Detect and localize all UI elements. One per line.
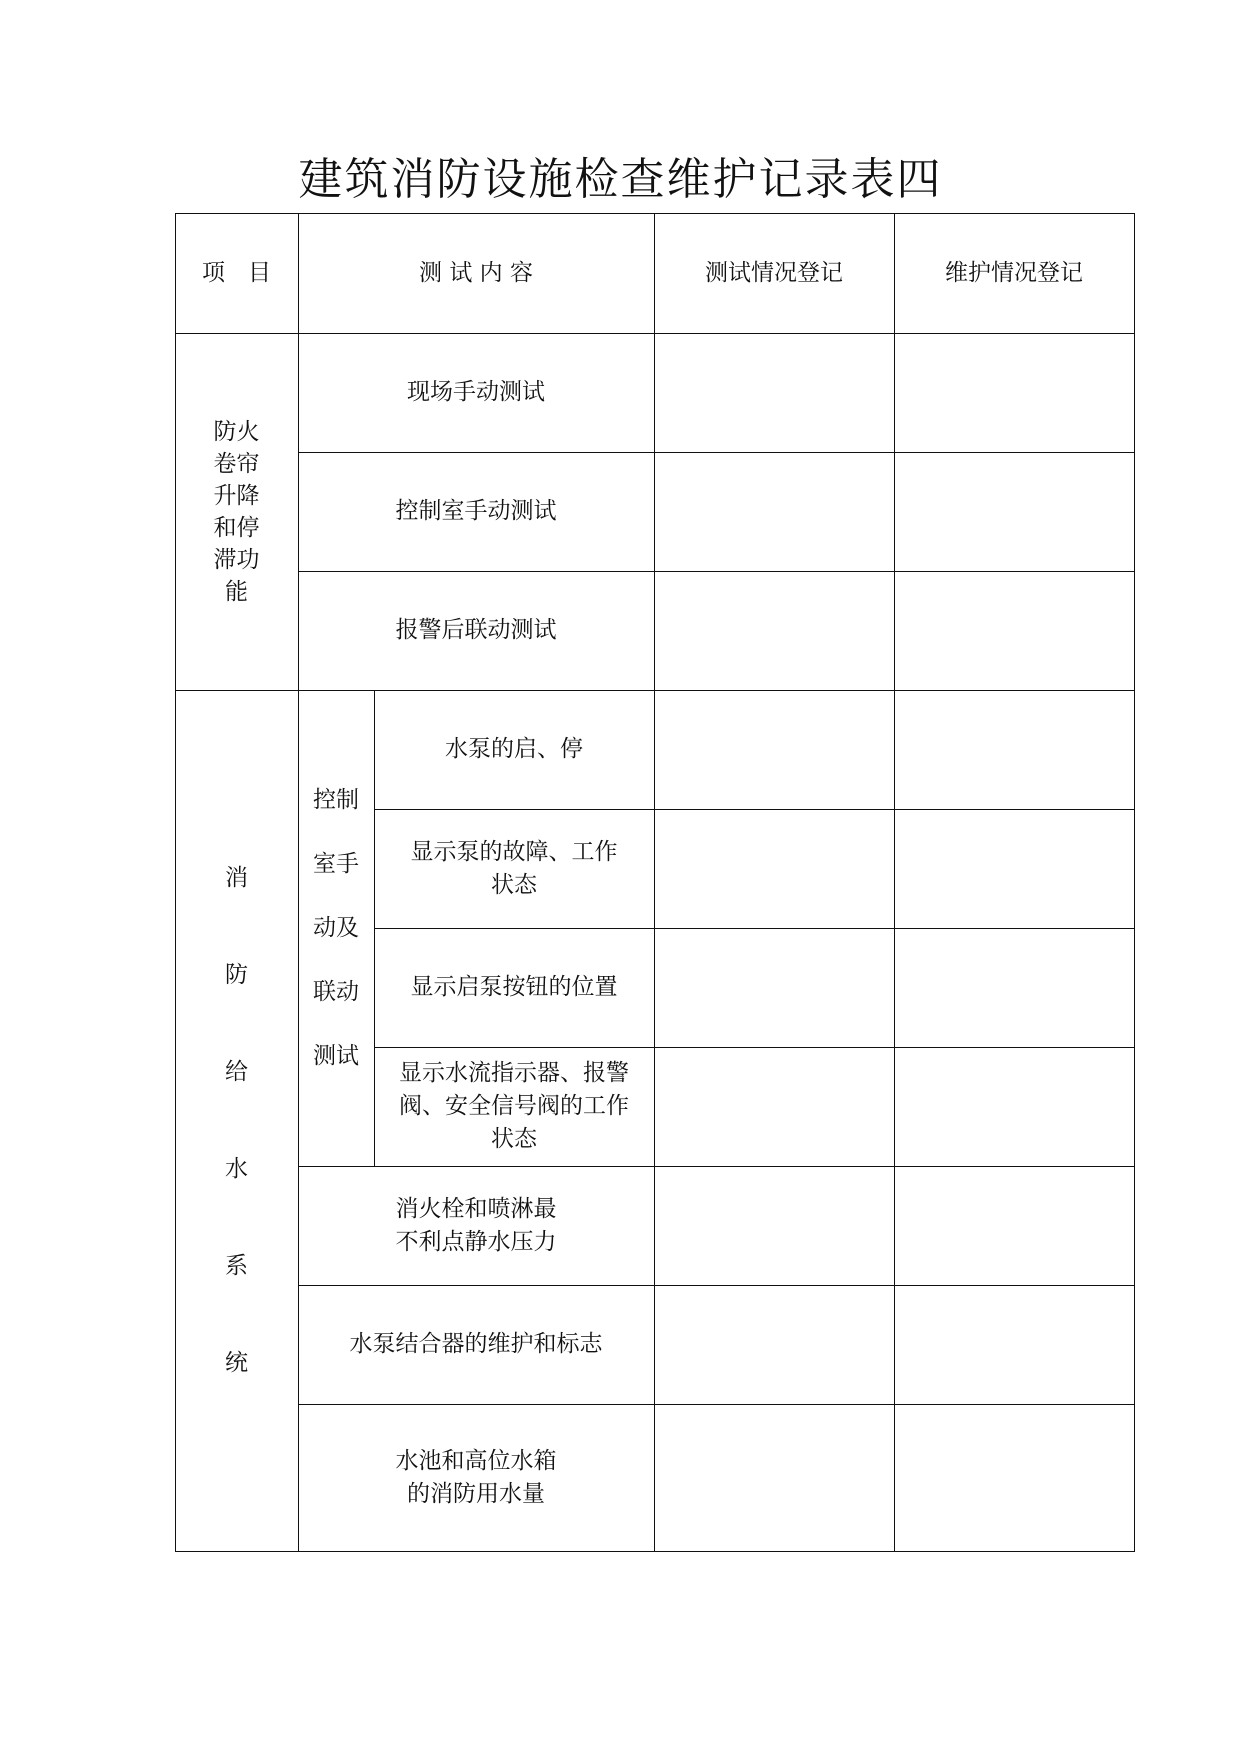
group-label-fire-water-system: [175, 690, 298, 1551]
test-item-line: 状态: [491, 1126, 537, 1152]
label-line: 能: [225, 578, 248, 605]
header-test-record: 测试情况登记: [705, 259, 843, 286]
test-item: [374, 1047, 654, 1166]
test-item-line: 不利点静水压力: [395, 1228, 557, 1255]
header-item: 项 目: [202, 259, 271, 286]
test-item: [298, 1166, 654, 1285]
test-item-line: 显示水流指示器、报警: [399, 1060, 629, 1086]
test-item-line: 消火栓和喷淋最: [395, 1195, 557, 1222]
test-item-line: 水泵结合器的维护和标志: [349, 1331, 603, 1357]
label-char: 系: [225, 1252, 248, 1279]
label-line: 室手: [313, 851, 359, 877]
group-label-fire-shutter: [175, 333, 298, 690]
test-item-line: 水池和高位水箱: [395, 1447, 557, 1474]
label-char: 给: [225, 1058, 248, 1085]
label-line: 升降: [213, 482, 260, 509]
test-item: [374, 690, 654, 809]
column-divider: [894, 213, 895, 1552]
label-line: 卷帘: [213, 450, 260, 477]
test-item: 现场手动测试: [407, 379, 545, 405]
label-line: 动及: [313, 915, 359, 941]
label-line: 和停: [213, 514, 260, 541]
label-line: 联动: [313, 979, 359, 1005]
test-item: 控制室手动测试: [395, 498, 557, 524]
page-title: 建筑消防设施检查维护记录表四: [298, 154, 943, 205]
test-item-line: 阀、安全信号阀的工作: [399, 1093, 629, 1119]
label-line: 测试: [313, 1043, 359, 1069]
test-item: 报警后联动测试: [395, 617, 557, 643]
label-line: 滞功: [213, 546, 260, 573]
test-item: [298, 1285, 654, 1404]
label-line: 控制: [313, 787, 359, 813]
test-item-line: 水泵的启、停: [445, 736, 583, 762]
header-content: 测 试 内 容: [419, 259, 533, 286]
test-item: [374, 928, 654, 1047]
test-item-line: 状态: [491, 871, 537, 898]
test-item: [374, 809, 654, 928]
label-line: 防火: [213, 418, 260, 445]
table-border-right: [1134, 213, 1135, 1552]
label-char: 消: [225, 864, 248, 891]
test-item-line: 显示启泵按钮的位置: [410, 974, 618, 1000]
label-char: 防: [225, 961, 248, 988]
label-char: 统: [225, 1349, 248, 1376]
column-divider: [654, 213, 655, 1552]
header-maintenance-record: 维护情况登记: [945, 259, 1083, 286]
test-item-line: 的消防用水量: [407, 1480, 545, 1507]
table-border-bottom: [175, 1551, 1135, 1552]
label-char: 水: [225, 1155, 248, 1182]
test-item: [298, 1404, 654, 1551]
sub-label-control-room-test: [298, 690, 374, 1166]
test-item-line: 显示泵的故障、工作: [410, 838, 618, 865]
